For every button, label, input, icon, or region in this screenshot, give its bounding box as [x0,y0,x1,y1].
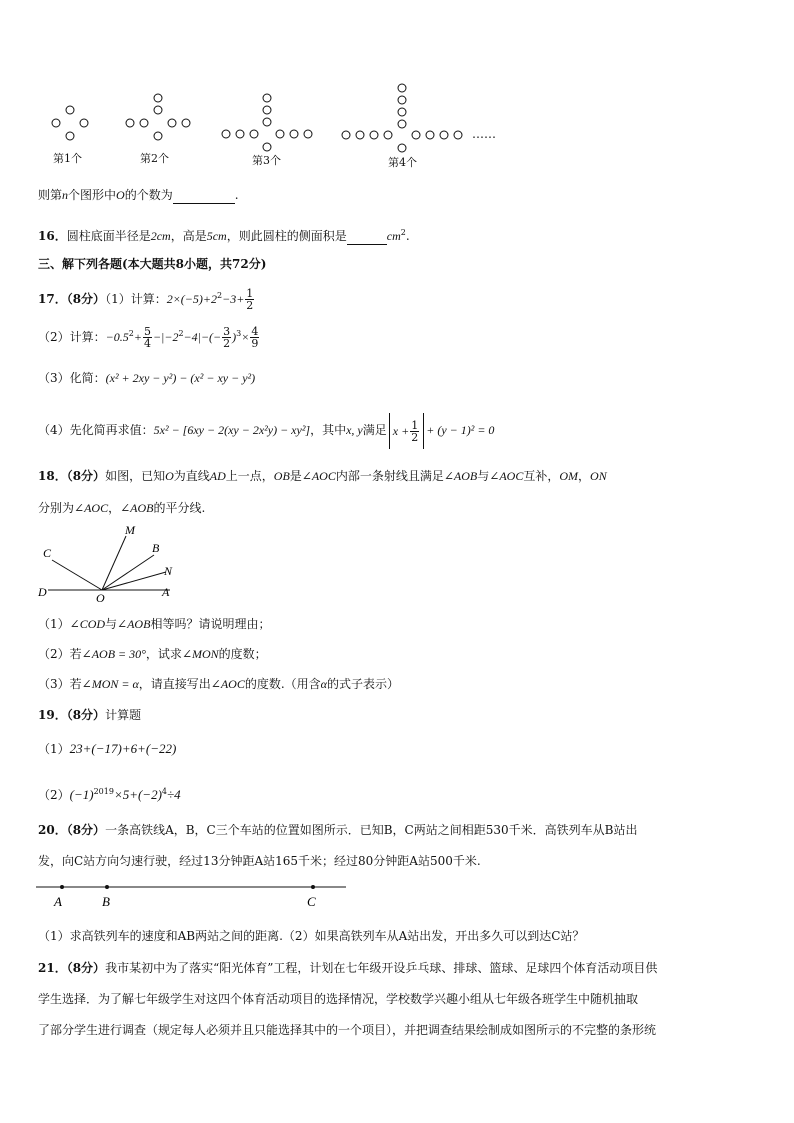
pattern-circle [182,119,190,127]
pattern-circle [342,131,350,139]
q21-line3: 了部分学生进行调查（规定每人必须并且只能选择其中的一个项目），并把调查结果绘制成如图所示的不完整的条形统 [38,1023,657,1037]
pattern-circle [263,143,271,151]
pattern-circle [263,106,271,114]
fraction: $\frac{4}{9}$ [251,325,259,350]
q19-title: 19．（8分）计算题 [38,708,142,722]
label-M: M [125,523,135,537]
q19-part2: $(2)(-1)^{2019}\times 5+(-2)^4\div 4$ [38,787,181,802]
q15-answer-blank[interactable] [173,187,235,204]
q18-sub2: （2）若∠AOB = 30°，试求∠MON的度数； [38,647,267,661]
pattern-circle [80,119,88,127]
q17-part3: （3）化简：(x² + 2xy − y²) − (x² − xy − y²) [38,371,256,385]
q17-part2: （2）计算：$-0.5^2+$ $\frac{5}{4}$ $-|-2^2-4|-(-$ $\frac{3}{2}$ )$^3$× $\frac{4}{9}$ [38,325,259,350]
q18-line2: 分别为∠AOC，∠AOB的平分线. [38,501,206,515]
pattern-caption-2: 第2个 [140,152,169,165]
pattern-circle [356,131,364,139]
pattern-circle [154,132,162,140]
label-B: B [152,541,160,555]
pattern-circle [66,106,74,114]
pattern-circle [168,119,176,127]
pattern-circle [66,132,74,140]
pattern-circle [140,119,148,127]
pattern-circle [398,108,406,116]
pattern-circle [304,130,312,138]
q21-line1: 21．（8分）我市某初中为了落实“阳光体育”工程，计划在七年级开设乒乓球、排球、篮球、足球四个体育活动项目供 [38,961,658,975]
q21-line2: 学生选择．为了解七年级学生对这四个体育活动项目的选择情况，学校数学兴趣小组从七年级各班学生中随机抽取 [38,992,639,1006]
pattern-circle [276,130,284,138]
pattern-circle [52,119,60,127]
q17-part4: （4）先化简再求值：5x² − [6xy − 2(xy − 2x²y) − xy²]，其中x, y满足 x + $\frac{1}{2}$ + (y − 1)² = 0 [38,410,494,450]
label-D: D [38,585,47,599]
pattern-circle [250,130,258,138]
pattern-circle [398,120,406,128]
q20-line2: 发，向C站方向匀速行驶，经过13分钟距A站165千米；经过80分钟距A站500千米. [38,854,481,868]
q16-line: 16．圆柱底面半径是2cm，高是5cm，则此圆柱的侧面积是 $cm^2$. [38,228,410,243]
pattern-circle [370,131,378,139]
q20-question: （1）求高铁列车的速度和AB两站之间的距离.（2）如果高铁列车从A站出发，开出多久可以到达C站？ [38,929,585,943]
station-B-dot [105,885,109,889]
q18-line1: 18．（8分）如图，已知O为直线AD上一点，OB是∠AOC内部一条射线且满足∠AOB与∠AOC互补，OM，ON [38,469,607,483]
pattern-circle [154,94,162,102]
pattern-circle [222,130,230,138]
section-3-title: 三、解下列各题(本大题共8小题，共72分) [38,257,267,271]
label-B: B [102,894,110,909]
pattern-caption-4: 第4个 [388,156,417,169]
pattern-circle [263,118,271,126]
label-C: C [43,546,52,560]
pattern-caption-3: 第3个 [252,154,281,167]
q18-sub3: （3）若∠MON = α，请直接写出∠AOC的度数.（用含α的式子表示） [38,677,399,691]
pattern-circle [440,131,448,139]
pattern-ellipsis: …… [472,127,496,141]
label-C: C [307,894,316,909]
q15-line: 则第n个图形中O的个数为 . [38,188,239,202]
railway-figure [30,878,360,912]
fraction: $\frac{3}{2}$ [223,325,231,350]
fraction: $\frac{1}{2}$ [246,287,254,312]
pattern-circle [290,130,298,138]
pattern-circle [263,94,271,102]
fraction: $\frac{1}{2}$ [411,418,419,444]
pattern-circle [384,131,392,139]
station-A-dot [60,885,64,889]
angle-figure [30,520,190,605]
q19-part1: （1）23+(−17)+6+(−22) [38,741,177,756]
pattern-circle [398,96,406,104]
q17-part1: 17．（8分）（1）计算：$2\times(-5)+2^2-3+$ $\frac{1}{2}$ [38,287,254,312]
pattern-circle [454,131,462,139]
q16-answer-blank[interactable] [347,228,387,245]
label-N: N [164,564,173,578]
pattern-circle [398,144,406,152]
pattern-circle [398,84,406,92]
pattern-circle [236,130,244,138]
pattern-circle [412,131,420,139]
label-O: O [96,591,105,605]
label-A: A [162,585,170,599]
pattern-circle [154,106,162,114]
q18-sub1: （1）∠COD与∠AOB相等吗？请说明理由； [38,617,271,631]
pattern-circle [426,131,434,139]
ray-ON [102,572,166,590]
fraction: $\frac{5}{4}$ [143,325,151,350]
ray-OC [52,560,102,590]
q20-line1: 20．（8分）一条高铁线A，B，C三个车站的位置如图所示．已知B，C两站之间相距530千米．高铁列车从B站出 [38,823,638,837]
station-C-dot [311,885,315,889]
label-A: A [54,894,62,909]
absolute-value: x + $\frac{1}{2}$ [389,413,424,449]
pattern-circle [126,119,134,127]
pattern-caption-1: 第1个 [53,152,82,165]
